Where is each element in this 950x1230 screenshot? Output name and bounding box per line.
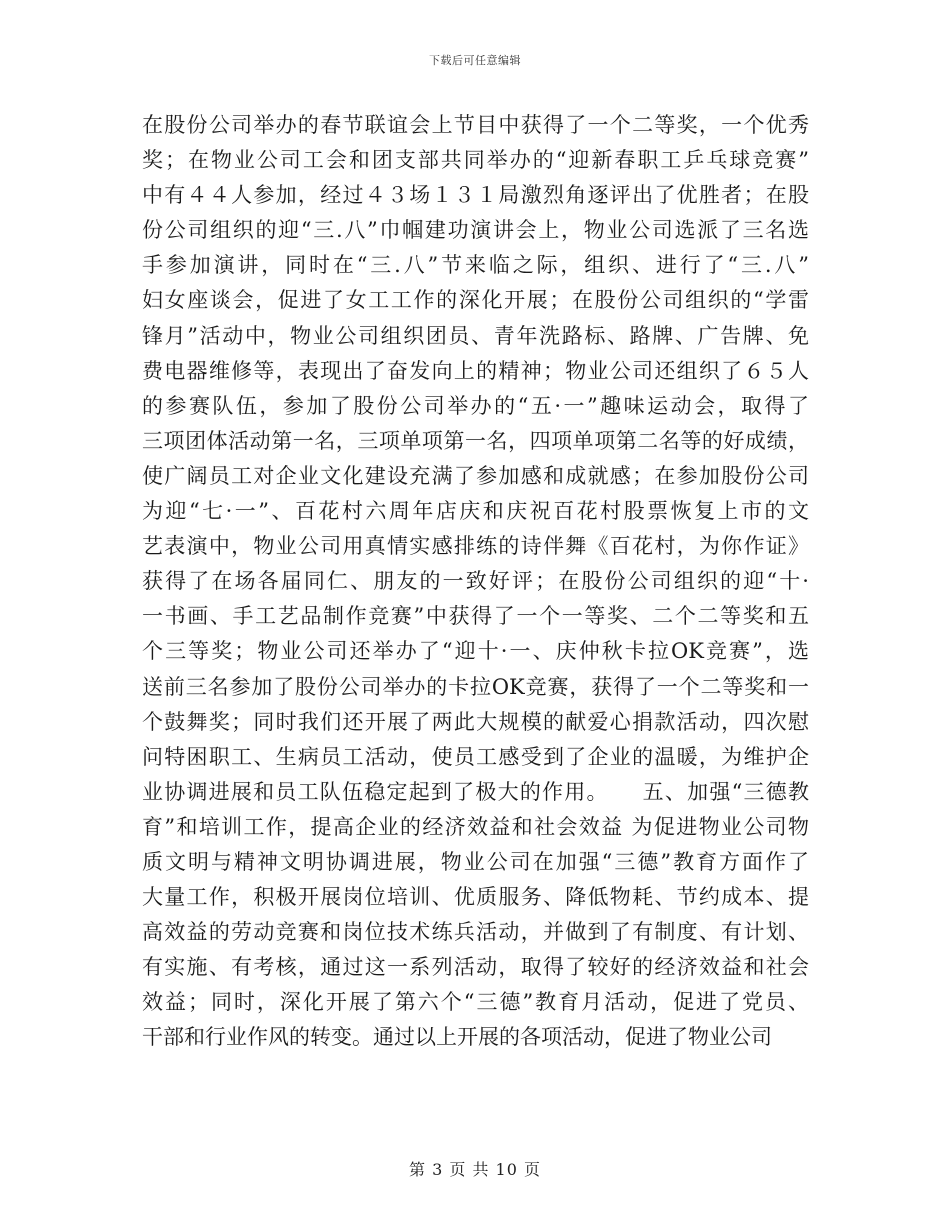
body-line: 奖；在物业公司工会和团支部共同举办的“迎新春职工乒乓球竞赛”: [142, 148, 809, 173]
body-line: 送前三名参加了股份公司举办的卡拉OK竞赛，获得了一个二等奖和一: [142, 674, 809, 699]
body-line: 效益；同时，深化开展了第六个“三德”教育月活动，促进了党员、: [142, 990, 809, 1015]
body-line: 份公司组织的迎“三.八”巾帼建功演讲会上，物业公司选派了三名选: [142, 218, 809, 243]
body-line: 获得了在场各届同仁、朋友的一致好评；在股份公司组织的迎“十·: [142, 569, 809, 594]
body-line: 大量工作，积极开展岗位培训、优质服务、降低物耗、节约成本、提: [142, 885, 809, 910]
body-line: 手参加演讲，同时在“三.八”节来临之际，组织、进行了“三.八”: [142, 253, 809, 278]
body-line: 业协调进展和员工队伍稳定起到了极大的作用。 五、加强“三德教: [142, 779, 809, 804]
page-header: 下载后可任意编辑: [429, 54, 521, 67]
body-line: 为迎“七·一”、百花村六周年店庆和庆祝百花村股票恢复上市的文: [142, 499, 809, 524]
body-line: 费电器维修等，表现出了奋发向上的精神；物业公司还组织了６５人: [142, 358, 809, 383]
body-line: 问特困职工、生病员工活动，使员工感受到了企业的温暖，为维护企: [142, 744, 809, 769]
body-line: 有实施、有考核，通过这一系列活动，取得了较好的经济效益和社会: [142, 955, 809, 980]
body-line: 一书画、手工艺品制作竞赛”中获得了一个一等奖、二个二等奖和五: [142, 604, 809, 629]
body-line: 使广阔员工对企业文化建设充满了参加感和成就感；在参加股份公司: [142, 463, 809, 488]
body-line: 个三等奖；物业公司还举办了“迎十·一、庆仲秋卡拉OK竞赛”，选: [142, 639, 809, 664]
body-line: 锋月”活动中，物业公司组织团员、青年洗路标、路牌、广告牌、免: [142, 323, 809, 348]
body-line: 个鼓舞奖；同时我们还开展了两此大规模的献爱心捐款活动，四次慰: [142, 709, 809, 734]
document-body: [142, 108, 809, 1056]
body-line: 妇女座谈会，促进了女工工作的深化开展；在股份公司组织的“学雷: [142, 288, 809, 313]
body-line: 质文明与精神文明协调进展，物业公司在加强“三德”教育方面作了: [142, 849, 809, 874]
body-line: 的参赛队伍，参加了股份公司举办的“五·一”趣味运动会，取得了: [142, 393, 809, 418]
body-line: 育”和培训工作，提高企业的经济效益和社会效益 为促进物业公司物: [142, 814, 809, 839]
body-line: 在股份公司举办的春节联谊会上节目中获得了一个二等奖，一个优秀: [142, 113, 809, 137]
body-line: 三项团体活动第一名，三项单项第一名，四项单项第二名等的好成绩，: [142, 428, 809, 453]
body-line: 中有４４人参加，经过４３场１３１局激烈角逐评出了优胜者；在股: [142, 183, 809, 208]
page-number-footer: 第 3 页 共 10 页: [409, 1160, 541, 1179]
body-line: 艺表演中，物业公司用真情实感排练的诗伴舞《百花村，为你作证》: [142, 534, 809, 559]
body-line: 干部和行业作风的转变。通过以上开展的各项活动，促进了物业公司: [142, 1025, 772, 1050]
body-line: 高效益的劳动竞赛和岗位技术练兵活动，并做到了有制度、有计划、: [142, 920, 809, 945]
